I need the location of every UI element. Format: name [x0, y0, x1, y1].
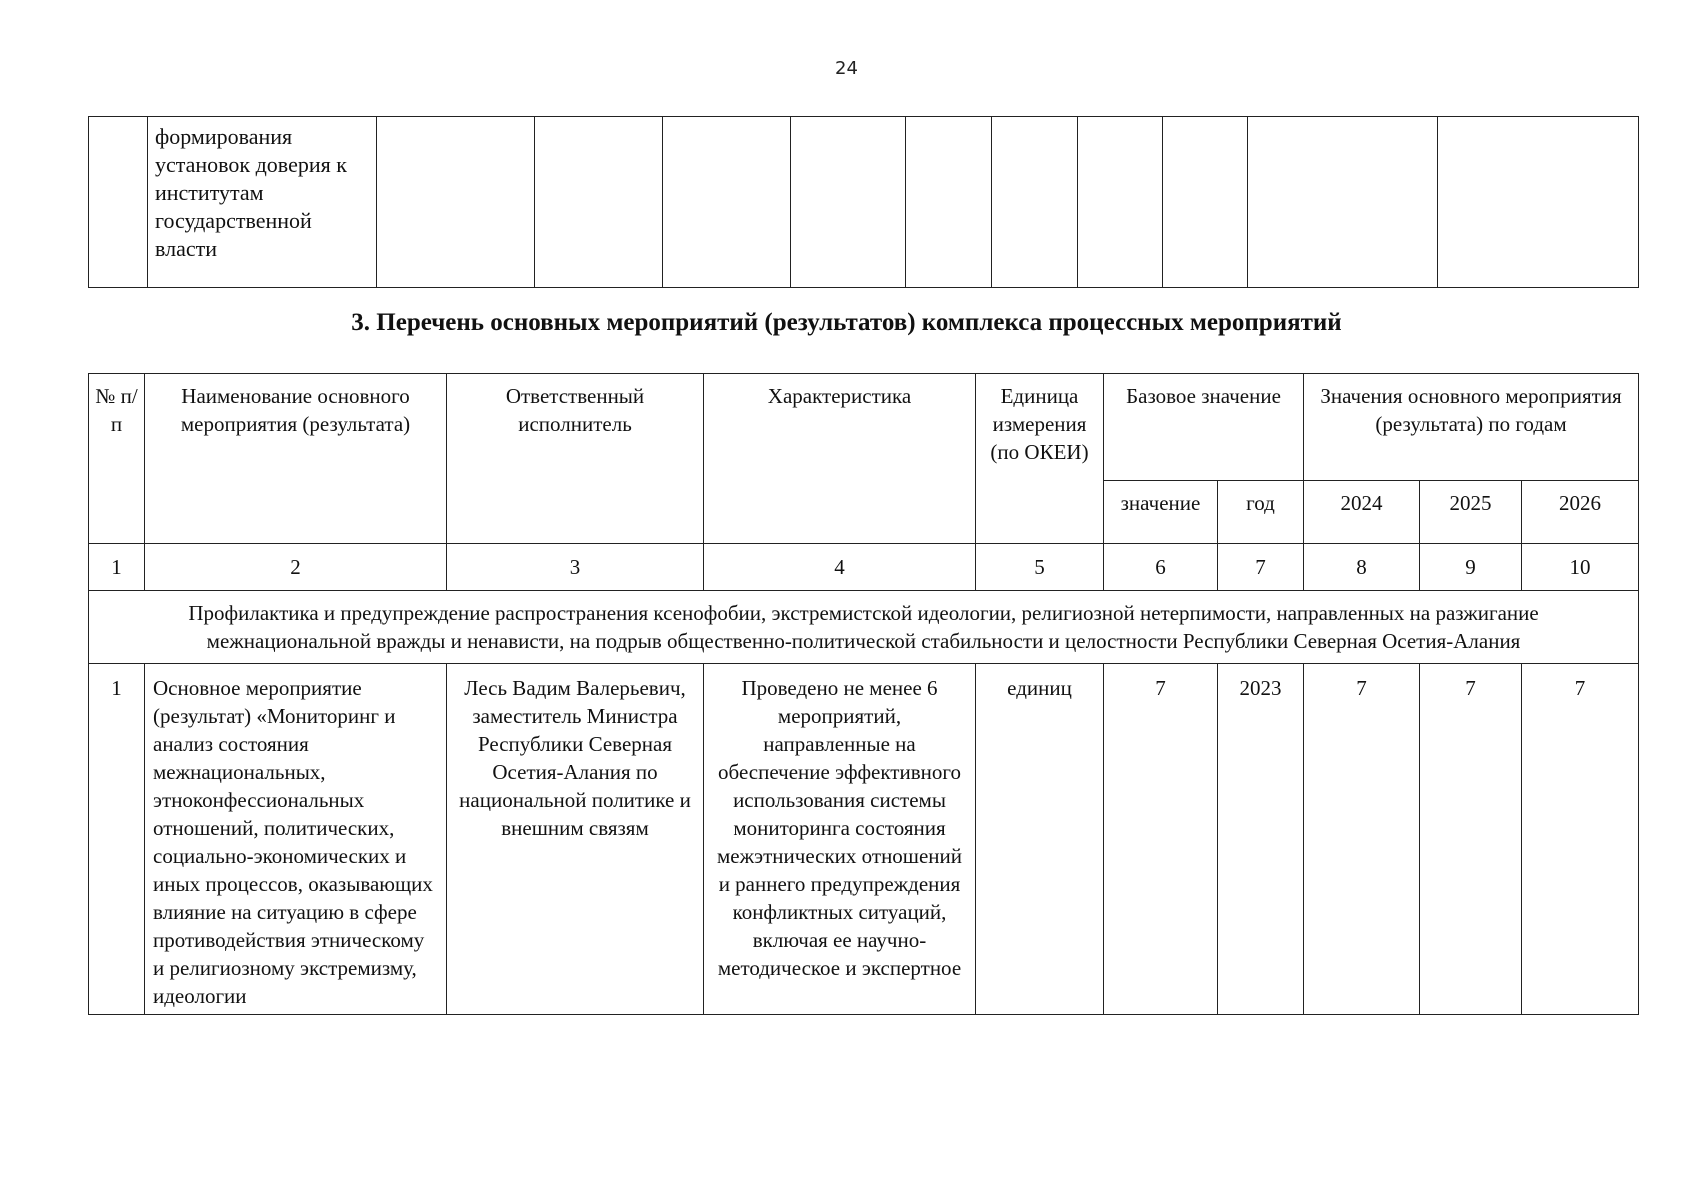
row-base-year-cell: 2023: [1218, 664, 1304, 1015]
row-2026-cell: 7: [1522, 664, 1639, 1015]
empty-cell: [992, 117, 1078, 288]
empty-cell: [1438, 117, 1639, 288]
row-characteristic-cell: Проведено не менее 6 мероприятий, направленные на обеспечение эффективного использования системы мониторинга состояния межэтнических отношений и раннего предупреждения конфликтных ситуаций, включая ее научно-методическое и экспертное: [704, 664, 976, 1015]
column-number: 4: [704, 544, 976, 591]
empty-cell: [89, 117, 148, 288]
section-heading-row: [89, 591, 1639, 664]
header-2026: 2026: [1522, 481, 1639, 544]
continuation-table: [88, 116, 1639, 288]
row-num-cell: 1: [89, 664, 145, 1015]
empty-cell: [535, 117, 663, 288]
row-2024-cell: 7: [1304, 664, 1420, 1015]
page-number: 24: [835, 58, 858, 79]
column-number: 6: [1104, 544, 1218, 591]
column-number: 5: [976, 544, 1104, 591]
table-row: [89, 664, 1639, 1015]
column-number: 10: [1522, 544, 1639, 591]
row-responsible-cell: Лесь Вадим Валерьевич, заместитель Министра Республики Северная Осетия-Алания по национальной политике и внешним связям: [447, 664, 704, 1015]
header-characteristic: Характеристика: [704, 374, 976, 544]
row-unit-cell: единиц: [976, 664, 1104, 1015]
header-responsible: Ответственный исполнитель: [447, 374, 704, 544]
row-name-cell: Основное мероприятие (результат) «Мониторинг и анализ состояния межнациональных, этноконфессиональных отношений, политических, социально-экономических и иных процессов, оказывающих влияние на ситуацию в сфере противодействия этническому и религиозному экстремизму, идеологии: [145, 664, 447, 1015]
row-base-value-cell: 7: [1104, 664, 1218, 1015]
header-value: значение: [1104, 481, 1218, 544]
empty-cell: [1078, 117, 1163, 288]
table-row: [89, 117, 1639, 288]
column-number: 9: [1420, 544, 1522, 591]
header-unit: Единица измерения (по ОКЕИ): [976, 374, 1104, 544]
column-number: 1: [89, 544, 145, 591]
column-number: 7: [1218, 544, 1304, 591]
header-num: № п/п: [89, 374, 145, 544]
header-name: Наименование основного мероприятия (результата): [145, 374, 447, 544]
row-2025-cell: 7: [1420, 664, 1522, 1015]
empty-cell: [1248, 117, 1438, 288]
column-number: 3: [447, 544, 704, 591]
empty-cell: [791, 117, 906, 288]
empty-cell: [663, 117, 791, 288]
column-number: 8: [1304, 544, 1420, 591]
header-2025: 2025: [1420, 481, 1522, 544]
header-year: год: [1218, 481, 1304, 544]
empty-cell: [1163, 117, 1248, 288]
continuation-text-cell: формирования установок доверия к институтам государственной власти: [148, 117, 377, 288]
empty-cell: [377, 117, 535, 288]
empty-cell: [906, 117, 992, 288]
header-2024: 2024: [1304, 481, 1420, 544]
header-row: [89, 374, 1639, 481]
section-title: 3. Перечень основных мероприятий (результатов) комплекса процессных мероприятий: [351, 309, 1342, 336]
section-heading-cell: Профилактика и предупреждение распространения ксенофобии, экстремистской идеологии, религиозной нетерпимости, направленных на разжигание межнациональной вражды и ненависти, на подрыв общественно-политической стабильности и целостности Республики Северная Осетия-Алания: [89, 591, 1639, 664]
column-number: 2: [145, 544, 447, 591]
activities-table: [88, 373, 1639, 1015]
column-number-row: [89, 544, 1639, 591]
header-values-by-year: Значения основного мероприятия (результата) по годам: [1304, 374, 1639, 481]
header-base-value: Базовое значение: [1104, 374, 1304, 481]
